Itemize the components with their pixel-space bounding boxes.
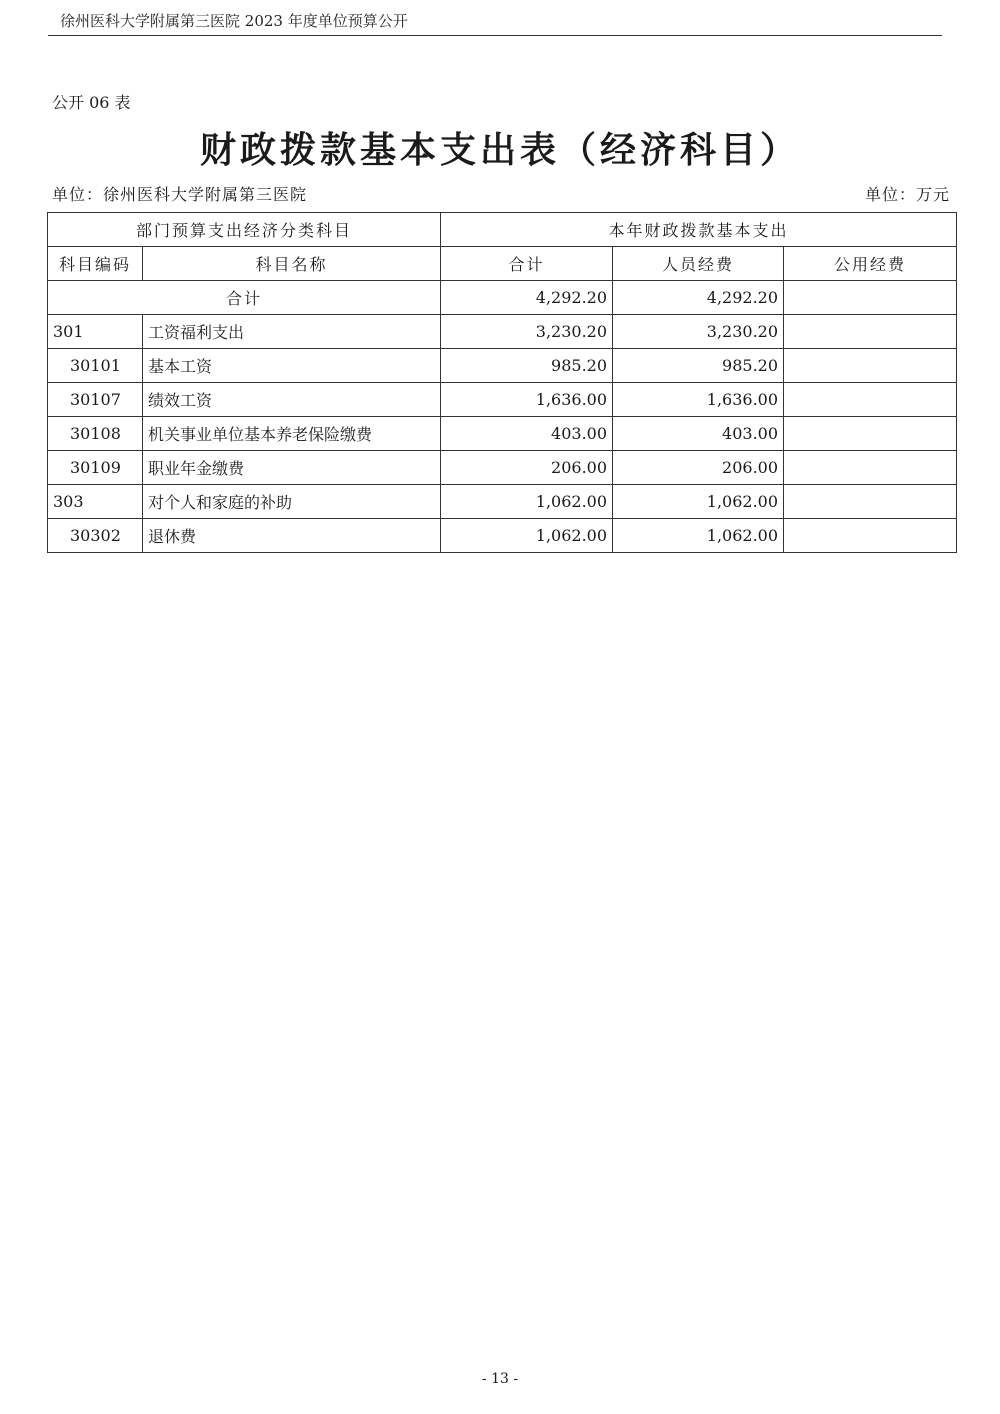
- row-personnel: 1,636.00: [613, 383, 784, 417]
- total-personnel: 4,292.20: [613, 281, 784, 315]
- table-row: [48, 315, 957, 349]
- row-total: 985.20: [441, 349, 613, 383]
- row-public: [784, 485, 957, 519]
- row-name: 职业年金缴费: [143, 451, 441, 485]
- row-name: 基本工资: [143, 349, 441, 383]
- header-total: 合计: [441, 247, 613, 281]
- row-total: 1,062.00: [441, 519, 613, 553]
- total-public: [784, 281, 957, 315]
- running-header: 徐州医科大学附属第三医院 2023 年度单位预算公开: [60, 12, 408, 30]
- header-personnel: 人员经费: [613, 247, 784, 281]
- row-public: [784, 519, 957, 553]
- header-public: 公用经费: [784, 247, 957, 281]
- row-total: 1,636.00: [441, 383, 613, 417]
- row-code: 303: [48, 485, 143, 519]
- page-title: 财政拨款基本支出表（经济科目）: [199, 130, 800, 171]
- header-group-left: 部门预算支出经济分类科目: [48, 213, 441, 247]
- table-row: [48, 417, 957, 451]
- header-group-right: 本年财政拨款基本支出: [441, 213, 957, 247]
- row-code: 30108: [48, 417, 143, 451]
- row-public: [784, 451, 957, 485]
- row-name: 绩效工资: [143, 383, 441, 417]
- table-row: [48, 485, 957, 519]
- row-public: [784, 349, 957, 383]
- row-name: 工资福利支出: [143, 315, 441, 349]
- header-rule: [48, 35, 942, 36]
- header-code: 科目编码: [48, 247, 143, 281]
- row-code: 30107: [48, 383, 143, 417]
- row-public: [784, 383, 957, 417]
- row-personnel: 3,230.20: [613, 315, 784, 349]
- table-number: 公开 06 表: [52, 93, 131, 112]
- row-name: 对个人和家庭的补助: [143, 485, 441, 519]
- row-personnel: 1,062.00: [613, 519, 784, 553]
- header-name: 科目名称: [143, 247, 441, 281]
- total-amount: 4,292.20: [441, 281, 613, 315]
- table-row: [48, 383, 957, 417]
- total-row: [48, 281, 957, 315]
- row-total: 403.00: [441, 417, 613, 451]
- row-total: 1,062.00: [441, 485, 613, 519]
- total-label: 合计: [48, 281, 441, 315]
- row-code: 301: [48, 315, 143, 349]
- row-public: [784, 315, 957, 349]
- expenditure-table: [47, 212, 957, 553]
- row-code: 30302: [48, 519, 143, 553]
- row-personnel: 985.20: [613, 349, 784, 383]
- row-personnel: 403.00: [613, 417, 784, 451]
- row-code: 30101: [48, 349, 143, 383]
- row-name: 退休费: [143, 519, 441, 553]
- table-row: [48, 451, 957, 485]
- currency-unit: 单位：万元: [864, 185, 950, 204]
- header-row-group: [48, 213, 957, 247]
- table-row: [48, 349, 957, 383]
- row-name: 机关事业单位基本养老保险缴费: [143, 417, 441, 451]
- row-total: 3,230.20: [441, 315, 613, 349]
- row-total: 206.00: [441, 451, 613, 485]
- row-personnel: 1,062.00: [613, 485, 784, 519]
- row-personnel: 206.00: [613, 451, 784, 485]
- unit-name: 单位：徐州医科大学附属第三医院: [52, 185, 308, 204]
- table-row: [48, 519, 957, 553]
- row-public: [784, 417, 957, 451]
- header-row-columns: [48, 247, 957, 281]
- page-number: - 13 -: [481, 1371, 519, 1387]
- row-code: 30109: [48, 451, 143, 485]
